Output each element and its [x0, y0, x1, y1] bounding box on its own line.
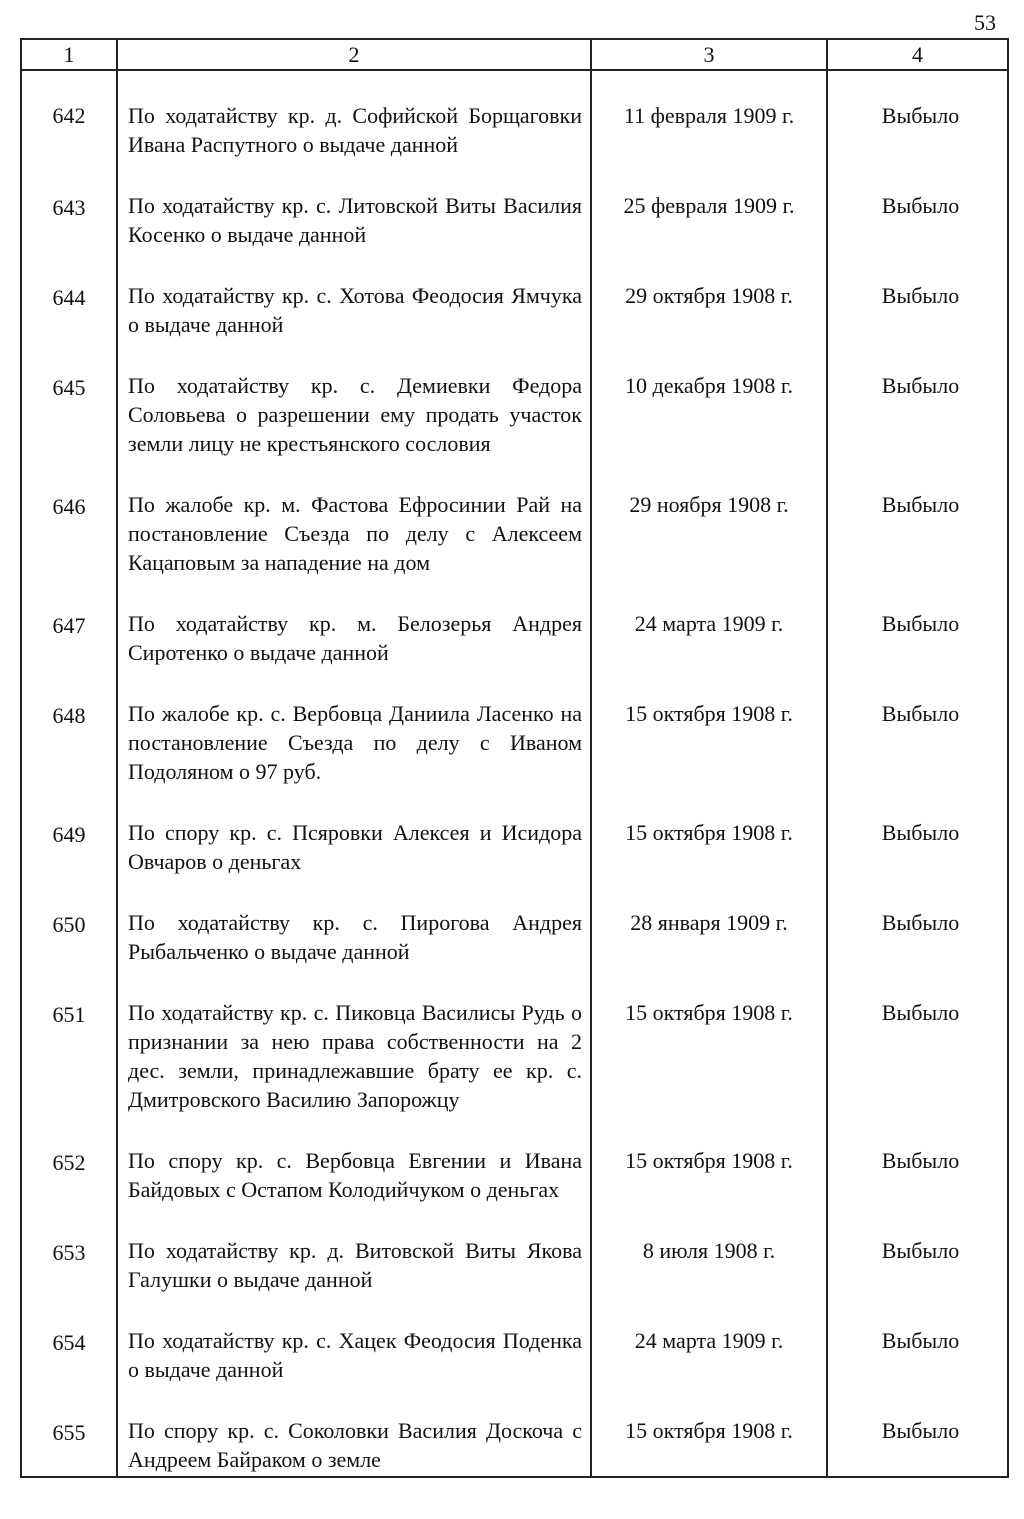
case-status: Выбыло — [827, 269, 1008, 359]
case-number: 650 — [21, 896, 117, 986]
table-body — [21, 70, 1008, 1477]
case-number: 643 — [21, 179, 117, 269]
table-row — [21, 1404, 1008, 1477]
case-status: Выбыло — [827, 896, 1008, 986]
column-header-description: 2 — [117, 39, 591, 70]
column-header-date: 3 — [591, 39, 827, 70]
case-description: По ходатайству кр. д. Софийской Борщаговки Ивана Распутного о выдаче данной — [117, 70, 591, 179]
table-row — [21, 269, 1008, 359]
case-status: Выбыло — [827, 1224, 1008, 1314]
table-row — [21, 179, 1008, 269]
case-status: Выбыло — [827, 70, 1008, 179]
case-description: По жалобе кр. м. Фастова Ефросинии Рай на постановление Съезда по делу с Алексеем Кацаповым за нападение на дом — [117, 478, 591, 597]
table-row — [21, 1224, 1008, 1314]
case-number: 651 — [21, 986, 117, 1134]
table-row — [21, 1134, 1008, 1224]
case-number: 653 — [21, 1224, 117, 1314]
case-number: 642 — [21, 70, 117, 179]
case-description: По спору кр. с. Псяровки Алексея и Исидора Овчаров о деньгах — [117, 806, 591, 896]
case-date: 8 июля 1908 г. — [591, 1224, 827, 1314]
case-description: По ходатайству кр. с. Пиковца Василисы Рудь о признании за нею права собственности на 2 дес. земли, принадлежавшие брату ее кр. с. Дмитровского Василию Запорожцу — [117, 986, 591, 1134]
case-description: По ходатайству кр. с. Литовской Виты Василия Косенко о выдаче данной — [117, 179, 591, 269]
table-row — [21, 687, 1008, 806]
table-row — [21, 1314, 1008, 1404]
page-number: 53 — [974, 10, 996, 35]
case-date: 24 марта 1909 г. — [591, 1314, 827, 1404]
case-description: По спору кр. с. Соколовки Василия Доскоча с Андреем Байраком о земле — [117, 1404, 591, 1477]
case-date: 15 октября 1908 г. — [591, 986, 827, 1134]
case-status: Выбыло — [827, 179, 1008, 269]
case-number: 649 — [21, 806, 117, 896]
case-date: 28 января 1909 г. — [591, 896, 827, 986]
case-description: По ходатайству кр. с. Пирогова Андрея Рыбальченко о выдаче данной — [117, 896, 591, 986]
case-description: По ходатайству кр. с. Хацек Феодосия Поденка о выдаче данной — [117, 1314, 591, 1404]
case-description: По ходатайству кр. д. Витовской Виты Якова Галушки о выдаче данной — [117, 1224, 591, 1314]
case-status: Выбыло — [827, 1314, 1008, 1404]
case-description: По спору кр. с. Вербовца Евгении и Ивана Байдовых с Остапом Колодийчуком о деньгах — [117, 1134, 591, 1224]
case-description: По ходатайству кр. с. Демиевки Федора Соловьева о разрешении ему продать участок земли лицу не крестьянского сословия — [117, 359, 591, 478]
case-date: 15 октября 1908 г. — [591, 1404, 827, 1477]
case-status: Выбыло — [827, 687, 1008, 806]
table-row — [21, 359, 1008, 478]
case-description: По жалобе кр. с. Вербовца Даниила Ласенко на постановление Съезда по делу с Иваном Подоляном о 97 руб. — [117, 687, 591, 806]
case-number: 645 — [21, 359, 117, 478]
case-register-table — [20, 38, 1009, 1478]
table-row — [21, 70, 1008, 179]
table-row — [21, 806, 1008, 896]
table-row — [21, 597, 1008, 687]
case-status: Выбыло — [827, 1134, 1008, 1224]
case-date: 15 октября 1908 г. — [591, 687, 827, 806]
case-status: Выбыло — [827, 359, 1008, 478]
case-date: 10 декабря 1908 г. — [591, 359, 827, 478]
case-description: По ходатайству кр. с. Хотова Феодосия Ямчука о выдаче данной — [117, 269, 591, 359]
case-number: 647 — [21, 597, 117, 687]
case-date: 29 ноября 1908 г. — [591, 478, 827, 597]
column-header-status: 4 — [827, 39, 1008, 70]
table-row — [21, 896, 1008, 986]
column-header-number: 1 — [21, 39, 117, 70]
case-date: 15 октября 1908 г. — [591, 806, 827, 896]
case-number: 648 — [21, 687, 117, 806]
case-date: 29 октября 1908 г. — [591, 269, 827, 359]
case-number: 644 — [21, 269, 117, 359]
case-status: Выбыло — [827, 597, 1008, 687]
case-date: 11 февраля 1909 г. — [591, 70, 827, 179]
case-number: 655 — [21, 1404, 117, 1477]
table-row — [21, 986, 1008, 1134]
case-status: Выбыло — [827, 478, 1008, 597]
case-date: 25 февраля 1909 г. — [591, 179, 827, 269]
case-number: 646 — [21, 478, 117, 597]
header-row — [21, 39, 1008, 70]
case-status: Выбыло — [827, 806, 1008, 896]
case-status: Выбыло — [827, 986, 1008, 1134]
table-header — [21, 39, 1008, 70]
case-description: По ходатайству кр. м. Белозерья Андрея Сиротенко о выдаче данной — [117, 597, 591, 687]
case-status: Выбыло — [827, 1404, 1008, 1477]
case-date: 15 октября 1908 г. — [591, 1134, 827, 1224]
table-row — [21, 478, 1008, 597]
case-number: 654 — [21, 1314, 117, 1404]
case-number: 652 — [21, 1134, 117, 1224]
case-date: 24 марта 1909 г. — [591, 597, 827, 687]
